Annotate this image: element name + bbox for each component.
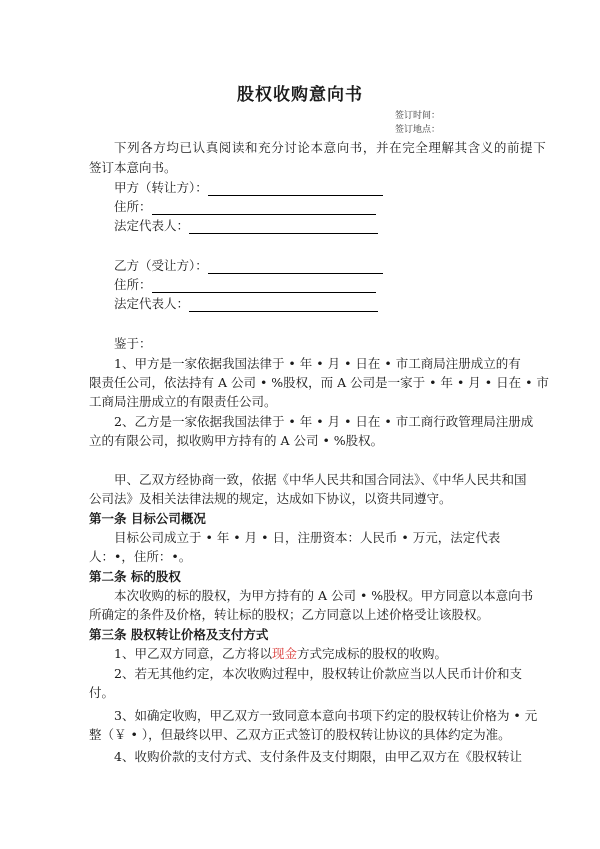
party-b-rep bbox=[114, 296, 378, 312]
preamble-line-2: 签订本意向书。 bbox=[89, 160, 177, 175]
party-a-blank bbox=[208, 183, 383, 196]
sign-time-label: 签订时间： bbox=[395, 111, 441, 121]
whereas-item2-line2: 立的有限公司，拟收购甲方持有的 A 公司 • %股权。 bbox=[89, 433, 384, 448]
article3-heading: 第三条 股权转让价格及支付方式 bbox=[89, 627, 269, 642]
article3-item3-line1: 3、如确定收购，甲乙双方一致同意本意向书项下约定的股权转让价格为 • 元 bbox=[114, 708, 538, 723]
party-a-rep-blank bbox=[189, 221, 378, 234]
article3-item2-line2: 付。 bbox=[89, 685, 115, 700]
consensus-line-1: 甲、乙双方经协商一致，依据《中华人民共和国合同法》、《中华人民共和国 bbox=[114, 472, 527, 487]
article2-line1: 本次收购的标的股权，为甲方持有的 A 公司 • %股权。甲方同意以本意向书 bbox=[114, 588, 534, 603]
party-a-label-text: 甲方（转让方）： bbox=[114, 180, 208, 195]
article2-heading: 第二条 标的股权 bbox=[89, 569, 181, 584]
party-a-rep-text: 法定代表人： bbox=[114, 218, 190, 233]
article3-item2-line1: 2、若无其他约定，本次收购过程中，股权转让价款应当以人民币计价和支 bbox=[114, 666, 522, 681]
article1-line1: 目标公司成立于 • 年 • 月 • 日，注册资本：人民币 • 万元，法定代表 bbox=[114, 530, 501, 545]
article3-item1 bbox=[114, 646, 447, 662]
consensus-line-2: 公司法》及相关法律法规的规定，达成如下协议，以资共同遵守。 bbox=[89, 491, 452, 506]
party-a-address bbox=[114, 199, 376, 215]
party-b-rep-blank bbox=[189, 299, 378, 312]
whereas-heading: 鉴于： bbox=[114, 336, 152, 351]
party-b-address-text: 住所： bbox=[114, 277, 152, 292]
party-a-address-blank bbox=[152, 202, 376, 215]
party-a-address-text: 住所： bbox=[114, 199, 152, 214]
article2-line2: 所确定的条件及价格，转让标的股权；乙方同意以上述价格受让该股权。 bbox=[89, 607, 490, 622]
article3-item3-line2: 整（￥ • ），但最终以甲、乙双方正式签订的股权转让协议的具体约定为准。 bbox=[89, 727, 511, 742]
party-b-address bbox=[114, 277, 376, 293]
whereas-item1-line1: 1、甲方是一家依据我国法律于 • 年 • 月 • 日在 • 市工商局注册成立的有 bbox=[114, 356, 521, 371]
whereas-item2-line1: 2、乙方是一家依据我国法律于 • 年 • 月 • 日在 • 市工商行政管理局注册成 bbox=[114, 414, 534, 429]
article1-line2: 人：•，住所：•。 bbox=[89, 549, 192, 564]
article3-item1-after: 方式完成标的股权的收购。 bbox=[296, 646, 447, 661]
party-b-label-text: 乙方（受让方）： bbox=[114, 258, 208, 273]
document-title: 股权收购意向书 bbox=[237, 85, 363, 105]
party-b-label bbox=[114, 258, 383, 274]
party-b-blank bbox=[208, 261, 383, 274]
whereas-item1-line2: 限责任公司，依法持有 A 公司 • %股权，而 A 公司是一家于 • 年 • 月 • 日在 • 市 bbox=[89, 375, 549, 390]
article1-heading: 第一条 目标公司概况 bbox=[89, 511, 206, 526]
party-b-rep-text: 法定代表人： bbox=[114, 296, 190, 311]
article3-item1-before: 1、甲乙双方同意，乙方将以 bbox=[114, 646, 272, 661]
sign-place-label: 签订地点： bbox=[395, 125, 441, 135]
party-a-label bbox=[114, 180, 383, 196]
article3-item4-line1: 4、收购价款的支付方式、支付条件及支付期限，由甲乙双方在《股权转让 bbox=[114, 749, 522, 764]
whereas-item1-line3: 工商局注册成立的有限责任公司。 bbox=[89, 394, 277, 409]
article3-item1-highlight: 现金 bbox=[271, 646, 297, 661]
party-b-address-blank bbox=[152, 280, 376, 293]
preamble-line-1: 下列各方均已认真阅读和充分讨论本意向书，并在完全理解其含义的前提下 bbox=[114, 140, 547, 155]
party-a-rep bbox=[114, 218, 378, 234]
